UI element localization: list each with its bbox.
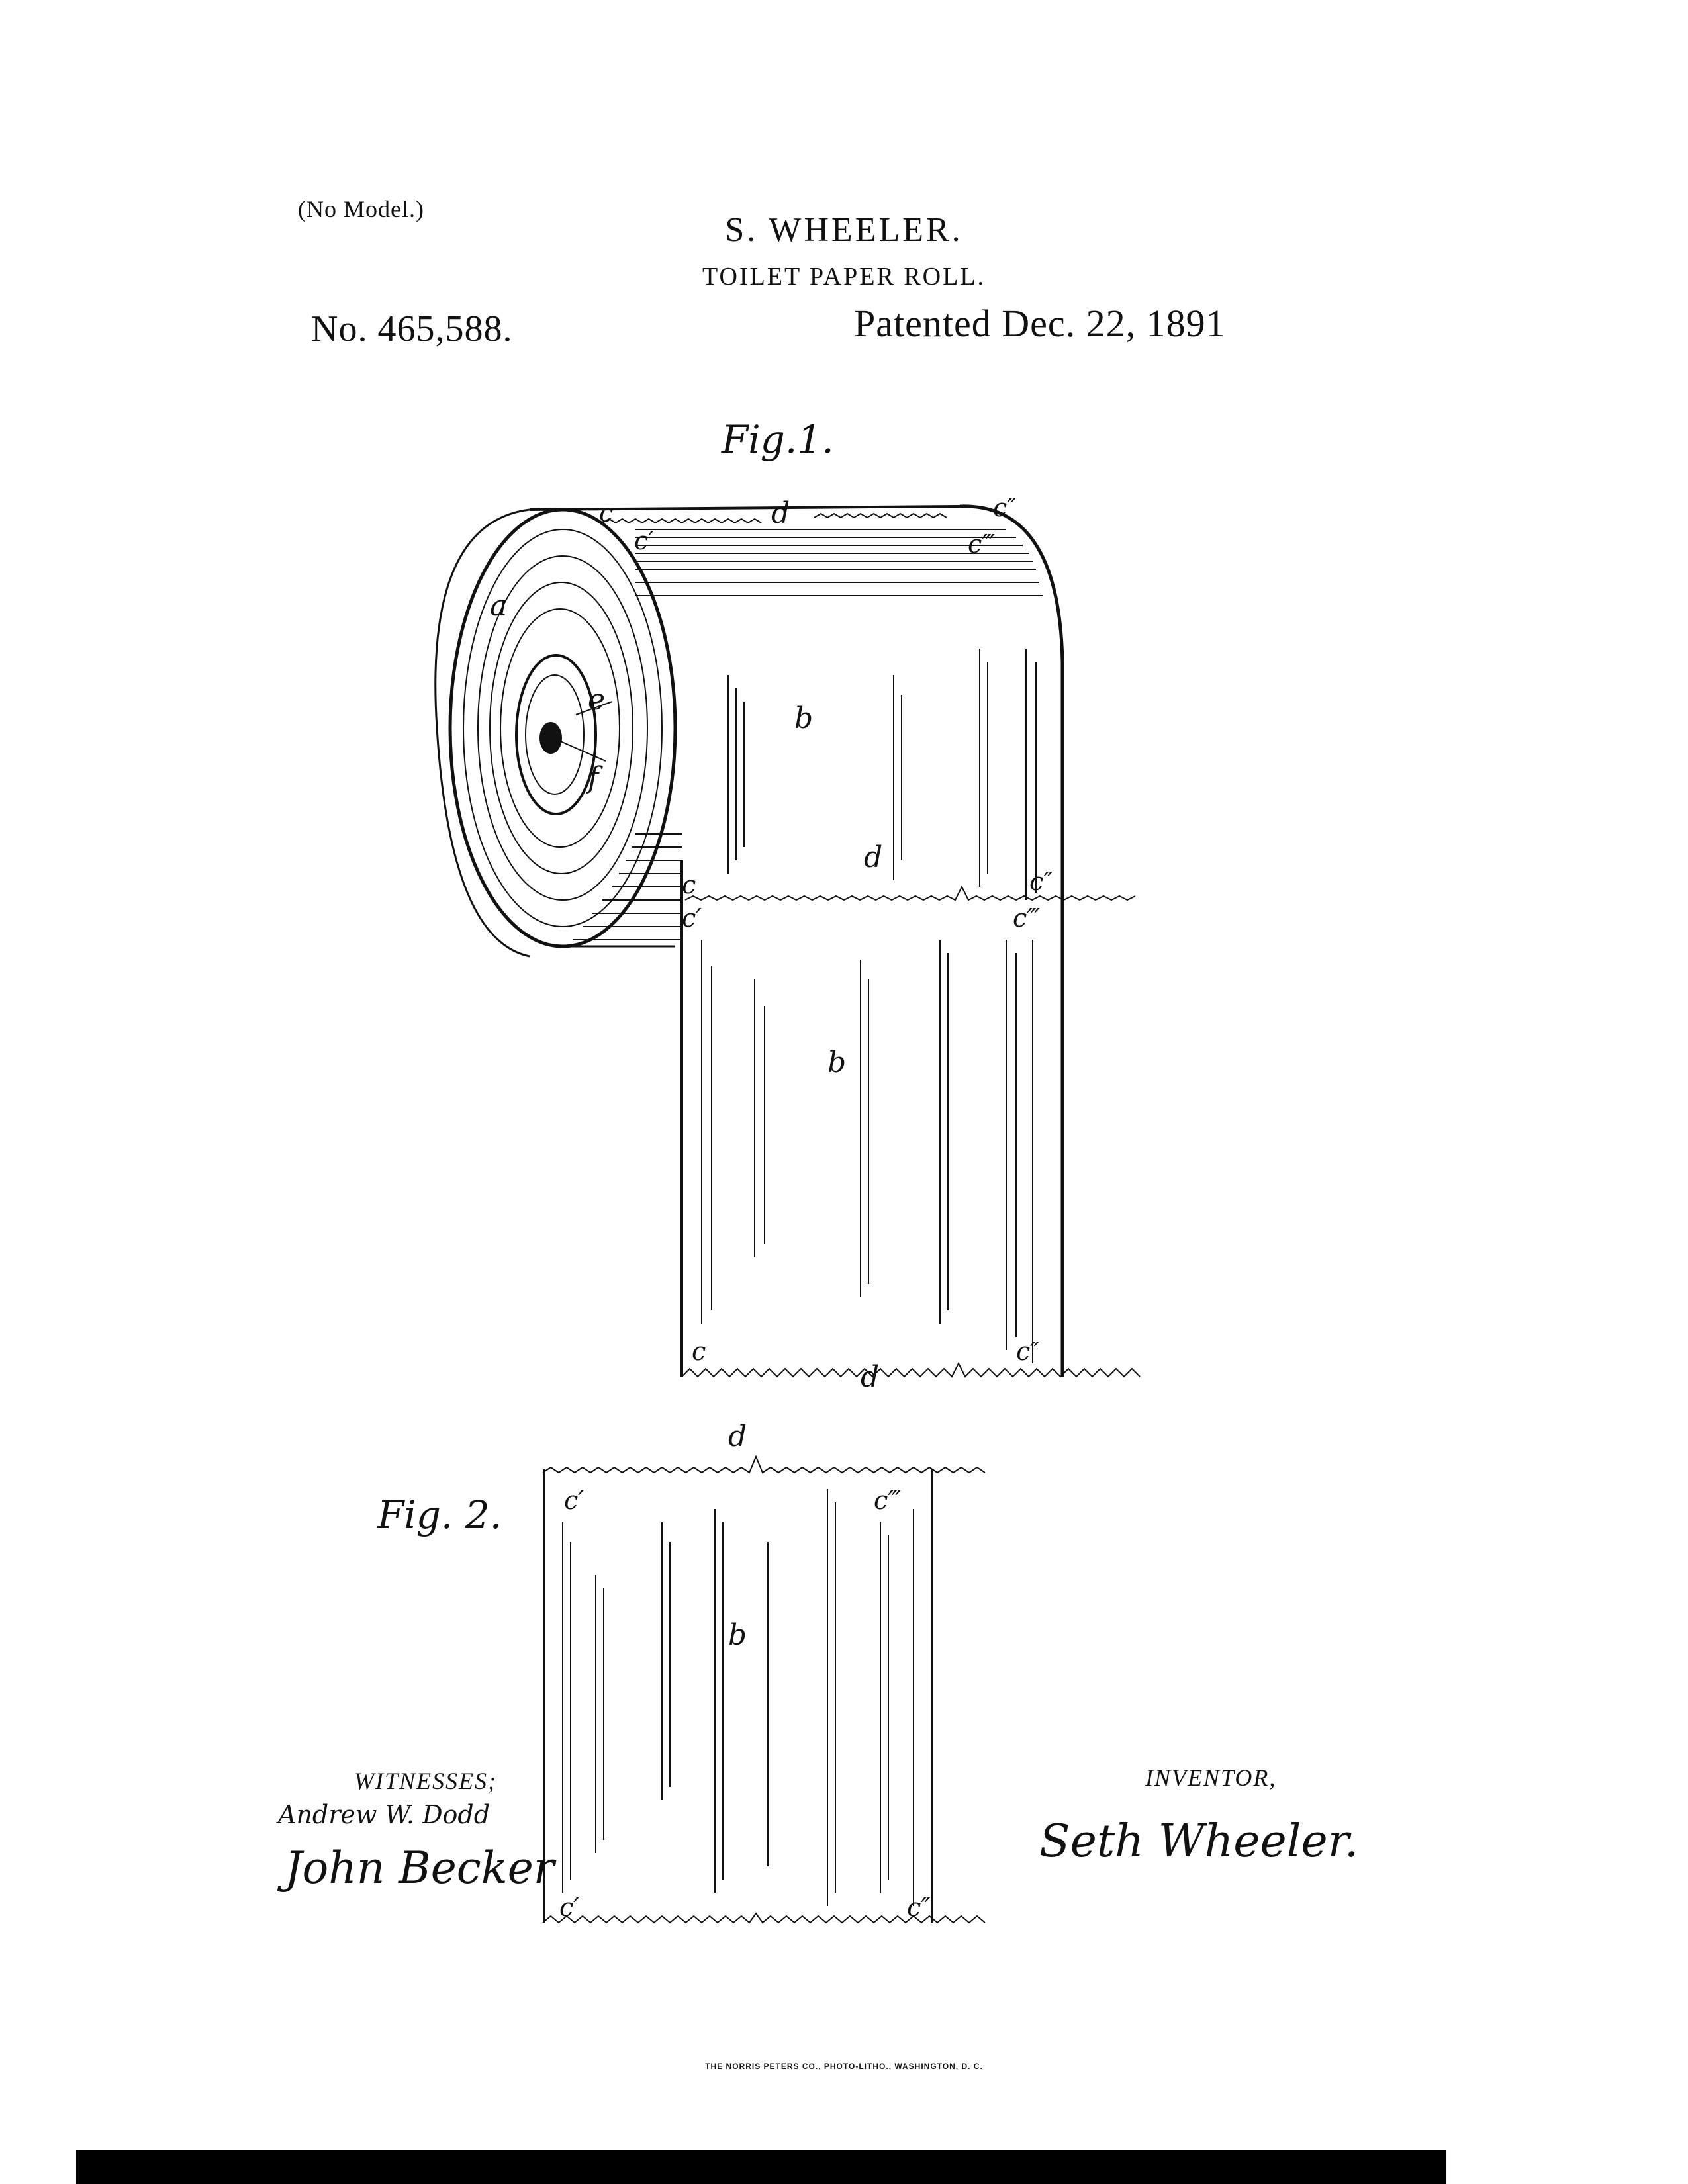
model-note: (No Model.) bbox=[298, 196, 424, 222]
witness-signature-1: Andrew W. Dodd bbox=[278, 1800, 491, 1829]
fig2-ref-c1-bottom: c′ bbox=[559, 1893, 579, 1922]
fig1-ref-c2-mid: c″ bbox=[1029, 867, 1053, 896]
fig1-ref-a: a bbox=[490, 589, 508, 623]
fig1-ref-c2-top: c″ bbox=[993, 493, 1017, 522]
fig1-ref-e: e bbox=[588, 683, 606, 717]
fig1-ref-d-mid: d bbox=[864, 841, 883, 874]
fig1-drawing bbox=[436, 506, 1140, 1377]
fig1-ref-b-lower: b bbox=[827, 1046, 847, 1079]
fig1-ref-c1-mid: c′ bbox=[682, 903, 702, 933]
fig2-ref-c1-top: c′ bbox=[564, 1486, 584, 1515]
printer-credit: THE NORRIS PETERS CO., PHOTO-LITHO., WASHINGTON, D. C. bbox=[705, 2062, 983, 2071]
fig1-ref-b-upper: b bbox=[794, 702, 814, 735]
scan-border-bar bbox=[76, 2150, 1446, 2184]
witnesses-heading: WITNESSES; bbox=[354, 1768, 497, 1794]
fig1-ref-d-bottom: d bbox=[861, 1360, 880, 1394]
fig2-ref-c2-bottom: c″ bbox=[907, 1893, 931, 1922]
fig1-label: Fig.1. bbox=[722, 417, 834, 462]
fig1-side-hatching bbox=[573, 834, 682, 940]
fig1-sheet-shading bbox=[702, 649, 1036, 1363]
fig2-ref-d: d bbox=[728, 1420, 747, 1453]
fig2-ref-c3-top: c‴ bbox=[874, 1486, 902, 1515]
inventor-heading: INVENTOR, bbox=[1145, 1764, 1277, 1791]
invention-title: TOILET PAPER ROLL. bbox=[702, 263, 986, 291]
fig1-ref-d-top: d bbox=[771, 496, 790, 530]
fig1-ref-c1-top: c′ bbox=[634, 526, 654, 555]
fig1-ref-c3-top: c‴ bbox=[968, 529, 996, 559]
patent-date: Patented Dec. 22, 1891 bbox=[854, 302, 1226, 345]
fig1-ref-c-mid: c bbox=[682, 870, 696, 899]
inventor-name: S. WHEELER. bbox=[725, 211, 963, 249]
fig2-label: Fig. 2. bbox=[377, 1492, 502, 1537]
inventor-signature: Seth Wheeler. bbox=[1039, 1815, 1359, 1868]
fig2-ref-b: b bbox=[728, 1618, 747, 1652]
fig1-ref-f: f bbox=[588, 761, 599, 795]
fig2-sheet-shading bbox=[563, 1489, 914, 1906]
patent-number: No. 465,588. bbox=[311, 308, 513, 349]
fig1-ref-c3-mid: c‴ bbox=[1013, 903, 1041, 933]
fig2-drawing bbox=[543, 1457, 985, 1923]
witness-signature-2: John Becker bbox=[285, 1843, 555, 1893]
fig1-ref-c-top: c bbox=[599, 498, 614, 527]
fig1-ref-c2-bottom: c″ bbox=[1016, 1337, 1040, 1366]
fig1-ref-c-bottom: c bbox=[692, 1337, 706, 1366]
fig1-roll-face bbox=[450, 510, 675, 946]
